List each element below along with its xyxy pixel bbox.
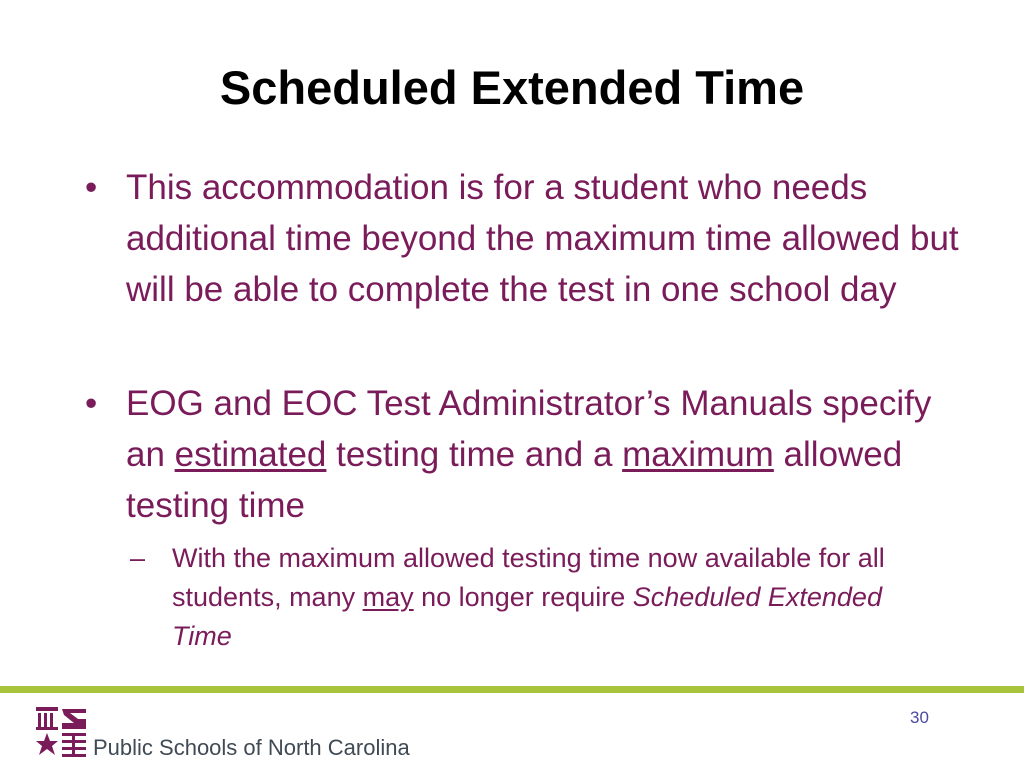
slide-number: 30 <box>910 708 929 727</box>
sub-bullet-marker: – <box>130 543 146 573</box>
text-run: With the maximum allowed testing time now available for all students, many <box>172 543 885 612</box>
footer-divider <box>0 686 1024 693</box>
underlined-word-estimated: estimated <box>174 435 327 474</box>
bullet-text: This accommodation is for a student who needs additional time beyond the maximum time allowed but will be able to complete the test in one school day <box>126 168 959 309</box>
underlined-word-maximum: maximum <box>622 435 774 474</box>
bullet-item-accommodation <box>85 162 965 315</box>
text-run: testing time and a <box>326 435 623 474</box>
bullet-marker: • <box>85 384 98 423</box>
text-run: allowed testing time <box>126 435 903 525</box>
organization-name: Public Schools of North Carolina <box>93 735 410 760</box>
sub-bullet-text <box>172 539 890 656</box>
bullet-marker: • <box>85 168 98 207</box>
underlined-word-may: may <box>362 582 414 612</box>
text-run: no longer require <box>413 582 633 612</box>
sub-bullet-item <box>130 539 890 656</box>
ncpublicschools-logo-icon <box>34 705 90 766</box>
slide-title: Scheduled Extended Time <box>219 61 805 114</box>
bullet-text <box>126 378 965 531</box>
bullet-item-manuals <box>85 378 965 531</box>
italic-phrase: Scheduled Extended Time <box>172 582 882 651</box>
text-run: EOG and EOC Test Administrator’s Manuals specify an <box>126 384 932 474</box>
